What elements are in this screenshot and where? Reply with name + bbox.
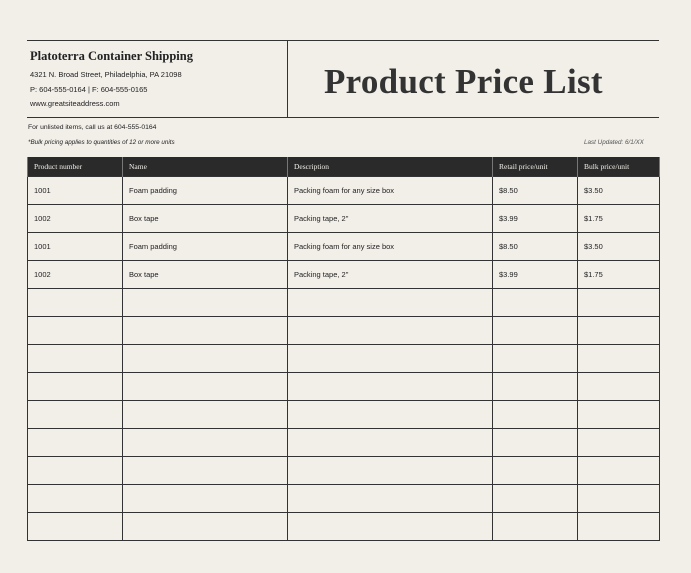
bulk-price-cell[interactable] — [578, 429, 660, 457]
bulk-price-cell[interactable] — [578, 345, 660, 373]
name-cell[interactable] — [123, 345, 288, 373]
table-row — [28, 457, 660, 485]
description-cell[interactable]: Packing tape, 2" — [288, 261, 493, 289]
product-number-cell[interactable] — [28, 457, 123, 485]
description-cell[interactable] — [288, 401, 493, 429]
price-table — [27, 157, 660, 541]
description-cell[interactable] — [288, 457, 493, 485]
product-number-cell[interactable]: 1002 — [28, 205, 123, 233]
bulk-price-cell[interactable] — [578, 317, 660, 345]
retail-price-cell[interactable] — [493, 373, 578, 401]
header-divider — [287, 41, 288, 117]
description-cell[interactable]: Packing foam for any size box — [288, 233, 493, 261]
column-header-bulk-price: Bulk price/unit — [578, 157, 660, 177]
bulk-price-cell[interactable]: $3.50 — [578, 233, 660, 261]
table-row — [28, 513, 660, 541]
table-row — [28, 205, 660, 233]
product-number-cell[interactable] — [28, 429, 123, 457]
column-header-retail-price: Retail price/unit — [493, 157, 578, 177]
table-row — [28, 289, 660, 317]
product-number-cell[interactable] — [28, 485, 123, 513]
description-cell[interactable] — [288, 485, 493, 513]
table-row — [28, 485, 660, 513]
bulk-price-cell[interactable] — [578, 513, 660, 541]
bulk-price-cell[interactable] — [578, 401, 660, 429]
bulk-price-cell[interactable] — [578, 289, 660, 317]
product-number-cell[interactable]: 1001 — [28, 233, 123, 261]
name-cell[interactable] — [123, 289, 288, 317]
page-title: Product Price List — [324, 62, 603, 101]
name-cell[interactable] — [123, 485, 288, 513]
retail-price-cell[interactable]: $8.50 — [493, 177, 578, 205]
description-cell[interactable] — [288, 345, 493, 373]
description-cell[interactable] — [288, 317, 493, 345]
bulk-pricing-note: *Bulk pricing applies to quantities of 12 or more units — [28, 139, 175, 146]
bulk-price-cell[interactable]: $1.75 — [578, 205, 660, 233]
product-number-cell[interactable]: 1001 — [28, 177, 123, 205]
column-header-product-number: Product number — [28, 157, 123, 177]
table-row — [28, 177, 660, 205]
product-number-cell[interactable]: 1002 — [28, 261, 123, 289]
company-phone-fax: P: 604-555-0164 | F: 604-555-0165 — [30, 85, 148, 94]
column-header-description: Description — [288, 157, 493, 177]
table-row — [28, 345, 660, 373]
product-number-cell[interactable] — [28, 401, 123, 429]
product-number-cell[interactable] — [28, 289, 123, 317]
table-row — [28, 429, 660, 457]
table-row — [28, 317, 660, 345]
retail-price-cell[interactable] — [493, 289, 578, 317]
table-body — [28, 177, 660, 541]
retail-price-cell[interactable] — [493, 401, 578, 429]
company-address: 4321 N. Broad Street, Philadelphia, PA 21098 — [30, 70, 182, 79]
bulk-price-cell[interactable]: $1.75 — [578, 261, 660, 289]
table-row — [28, 401, 660, 429]
table-row — [28, 233, 660, 261]
unlisted-items-note: For unlisted items, call us at 604-555-0164 — [28, 124, 157, 131]
company-website: www.greatsiteaddress.com — [30, 99, 120, 108]
name-cell[interactable] — [123, 513, 288, 541]
retail-price-cell[interactable] — [493, 429, 578, 457]
name-cell[interactable]: Foam padding — [123, 177, 288, 205]
table-row — [28, 373, 660, 401]
retail-price-cell[interactable]: $3.99 — [493, 205, 578, 233]
last-updated: Last Updated: 6/1/XX — [584, 139, 644, 146]
retail-price-cell[interactable] — [493, 345, 578, 373]
description-cell[interactable] — [288, 289, 493, 317]
product-number-cell[interactable] — [28, 513, 123, 541]
retail-price-cell[interactable]: $8.50 — [493, 233, 578, 261]
table-row — [28, 261, 660, 289]
retail-price-cell[interactable] — [493, 513, 578, 541]
bulk-price-cell[interactable] — [578, 485, 660, 513]
description-cell[interactable]: Packing foam for any size box — [288, 177, 493, 205]
retail-price-cell[interactable] — [493, 457, 578, 485]
retail-price-cell[interactable] — [493, 485, 578, 513]
header-block — [27, 40, 659, 118]
description-cell[interactable] — [288, 373, 493, 401]
bulk-price-cell[interactable] — [578, 457, 660, 485]
description-cell[interactable] — [288, 429, 493, 457]
table-header-row — [28, 157, 660, 177]
retail-price-cell[interactable]: $3.99 — [493, 261, 578, 289]
name-cell[interactable] — [123, 317, 288, 345]
name-cell[interactable] — [123, 373, 288, 401]
bulk-price-cell[interactable]: $3.50 — [578, 177, 660, 205]
description-cell[interactable] — [288, 513, 493, 541]
product-number-cell[interactable] — [28, 317, 123, 345]
retail-price-cell[interactable] — [493, 317, 578, 345]
column-header-name: Name — [123, 157, 288, 177]
name-cell[interactable] — [123, 401, 288, 429]
name-cell[interactable]: Box tape — [123, 205, 288, 233]
bulk-price-cell[interactable] — [578, 373, 660, 401]
name-cell[interactable]: Box tape — [123, 261, 288, 289]
product-number-cell[interactable] — [28, 373, 123, 401]
name-cell[interactable] — [123, 457, 288, 485]
name-cell[interactable]: Foam padding — [123, 233, 288, 261]
description-cell[interactable]: Packing tape, 2" — [288, 205, 493, 233]
name-cell[interactable] — [123, 429, 288, 457]
product-number-cell[interactable] — [28, 345, 123, 373]
company-name: Platoterra Container Shipping — [30, 49, 193, 63]
